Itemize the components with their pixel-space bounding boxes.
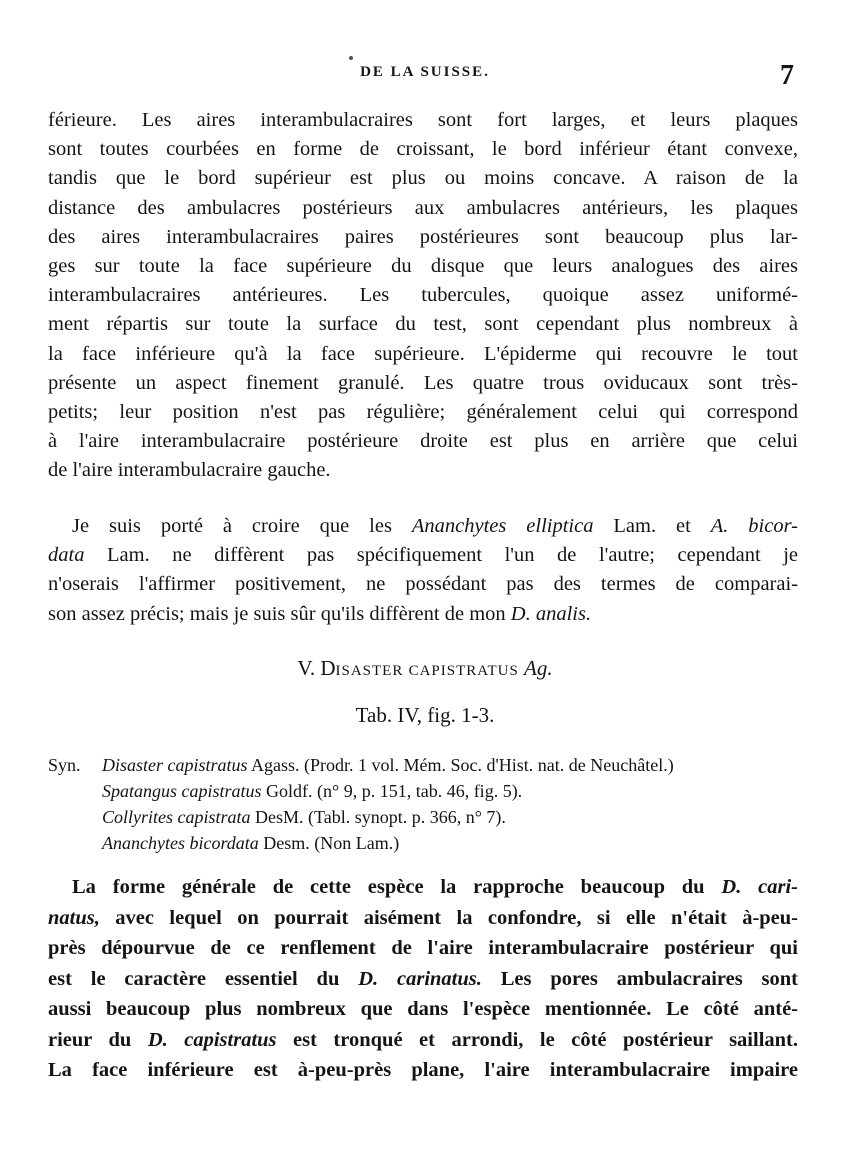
running-title: DE LA SUISSE.: [360, 64, 490, 80]
text-line: férieure. Les aires interambulacraires sont fort larges, et leurs plaques: [48, 109, 798, 131]
page-number: 7: [780, 60, 794, 91]
text-run: Lam. et: [593, 515, 711, 537]
taxon-name: D. carinatus.: [358, 967, 482, 990]
synonym-citation: Agass. (Prodr. 1 vol. Mém. Soc. d'Hist. nat. de Neuchâtel.): [247, 755, 674, 775]
synonym-citation: Desm. (Non Lam.): [258, 833, 400, 853]
taxon-name: natus,: [48, 906, 100, 929]
taxon-name: A. bicor-: [710, 515, 798, 537]
text-run: Les pores ambulacraires sont: [481, 967, 799, 990]
text-run: son assez précis; mais je suis sûr qu'ils diffèrent de mon: [48, 602, 511, 625]
synonym-entry: [102, 752, 812, 778]
text-run: rieur du: [48, 1028, 148, 1051]
paragraph-continued: [48, 106, 798, 486]
species-heading: [0, 656, 850, 681]
taxon-name: Ananchytes elliptica: [411, 515, 594, 537]
text-line: tandis que le bord supérieur est plus ou moins concave. A raison de la: [48, 167, 798, 190]
taxon-name: D.: [510, 602, 531, 625]
synonym-name: Collyrites capistrata: [102, 807, 251, 827]
text-run: Je suis porté à croire que les: [72, 515, 412, 537]
text-line: [48, 903, 798, 934]
text-line: distance des ambulacres postérieurs aux ambulacres antérieurs, les plaques: [48, 196, 798, 219]
taxon-name: analis.: [535, 602, 592, 625]
text-line: La face inférieure est à-peu-près plane, l'aire interambulacraire impaire: [48, 1059, 798, 1081]
text-line: sont toutes courbées en forme de croissant, le bord inférieur étant convexe,: [48, 138, 798, 161]
text-line: [48, 512, 798, 541]
text-line: [48, 600, 798, 629]
synonym-name: Ananchytes bicordata: [102, 833, 259, 853]
synonym-name: Spatangus capistratus: [102, 781, 262, 801]
species-author: Ag.: [524, 656, 553, 680]
ink-speck: [349, 56, 353, 60]
text-run: est le caractère essentiel du: [48, 967, 359, 990]
species-epithet: CAPISTRATUS: [408, 663, 519, 679]
genus-initial: D: [320, 656, 336, 680]
synonym-entry: [102, 830, 812, 856]
synonymy-label: Syn.: [48, 755, 81, 775]
text-run: est tronqué et arrondi, le côté postérieur saillant.: [276, 1028, 798, 1051]
text-run: Lam. ne diffèrent pas spécifiquement l'un de l'autre; cependant je: [84, 544, 798, 567]
paragraph-comparison: [48, 512, 798, 629]
synonym-name: Disaster capistratus: [102, 755, 248, 775]
text-line: présente un aspect finement granulé. Les quatre trous oviducaux sont très-: [48, 371, 798, 394]
taxon-name: data: [48, 544, 85, 567]
text-line: aussi beaucoup plus nombreux que dans l'espèce mentionnée. Le côté anté-: [48, 998, 798, 1020]
synonym-citation: Goldf. (n° 9, p. 151, tab. 46, fig. 5).: [261, 781, 523, 801]
text-line: près dépourvue de ce renflement de l'aire interambulacraire postérieur qui: [48, 937, 798, 959]
genus-name: ISASTER: [335, 663, 404, 679]
taxon-name: D. cari-: [721, 876, 798, 898]
plate-reference: Tab. IV, fig. 1-3.: [355, 703, 495, 727]
synonym-entry: [102, 804, 812, 830]
synonym-entry: [102, 778, 812, 804]
text-line: [48, 964, 798, 995]
text-line: [48, 541, 798, 570]
text-line: des aires interambulacraires paires postérieures sont beaucoup plus lar-: [48, 225, 798, 248]
text-run: La forme générale de cette espèce la rapproche beaucoup du: [72, 876, 722, 898]
text-line: la face inférieure qu'à la face supérieure. L'épiderme qui recouvre le tout: [48, 342, 798, 365]
text-line: petits; leur position n'est pas régulière; généralement celui qui correspond: [48, 401, 798, 424]
text-line: de l'aire interambulacraire gauche.: [48, 459, 331, 482]
text-line: [48, 872, 798, 903]
text-line: [48, 1025, 798, 1056]
species-number: V.: [297, 656, 316, 680]
text-line: ment répartis sur toute la surface du test, sont cependant plus nombreux à: [48, 313, 798, 336]
synonymy-list: [102, 752, 812, 856]
text-run: avec lequel on pourrait aisément la confondre, si elle n'était à-peu-: [99, 906, 798, 929]
text-line: à l'aire interambulacraire postérieure droite est plus en arrière que celui: [48, 430, 798, 453]
paragraph-description: [48, 872, 798, 1086]
text-line: interambulacraires antérieures. Les tubercules, quoique assez uniformé-: [48, 284, 798, 307]
text-line: n'oserais l'affirmer positivement, ne possédant pas des termes de comparai-: [48, 573, 798, 596]
taxon-name: D. capistratus: [147, 1028, 277, 1051]
text-line: ges sur toute la face supérieure du disque que leurs analogues des aires: [48, 255, 798, 278]
synonym-citation: DesM. (Tabl. synopt. p. 366, n° 7).: [250, 807, 506, 827]
